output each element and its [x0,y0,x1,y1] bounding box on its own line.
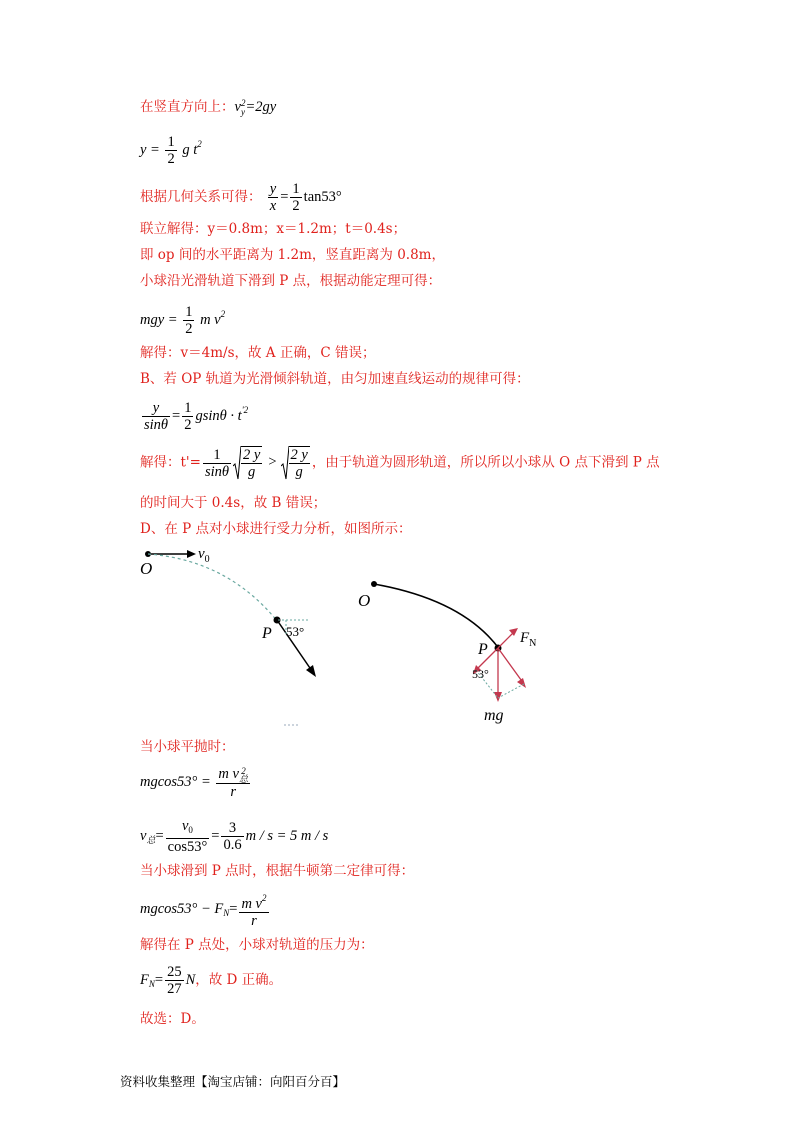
numerator: 2 y [290,447,308,463]
denominator: 2 [167,151,175,167]
fraction-half [183,304,194,337]
denominator: sinθ [204,463,229,480]
conclusion-b-line: 的时间大于 0.4s，故 B 错误； [140,495,327,511]
rhs-2gy: =2gy [245,99,277,115]
fraction-half [290,181,301,214]
fraction-half [165,134,176,167]
label-angle: 53° [472,667,489,681]
option-d-line: D、在 P 点对小球进行受力分析，如图所示： [140,521,412,537]
numerator: 1 [292,181,300,197]
denominator: cos53° [167,839,208,855]
equals: = [154,971,164,988]
formula-tan [266,181,342,214]
equals-2: = [211,827,220,844]
denominator: r [230,783,236,800]
v: v [181,818,189,834]
denominator: x [269,198,277,214]
numerator [239,890,268,913]
incline-formula-line [140,400,248,433]
text-circular-track: ，由于轨道为圆形轨道，所以所以小球从 O 点下滑到 P 点 [311,454,660,471]
newton-law-line: 当小球滑到 P 点时，根据牛顿第二定律可得： [140,863,415,879]
circular-track-figure [354,570,564,730]
label-O: O [140,559,153,578]
F-sub-N: N [529,638,537,649]
equals: = [229,900,238,917]
label-P: P [478,641,488,658]
text-solve-t: 解得：t'= [140,454,201,471]
numerator: y [269,181,277,197]
label-v0 [198,546,210,565]
v-symbol: v [140,827,147,844]
denominator: 0.6 [223,837,242,853]
label-FN [519,630,536,649]
newton-formula-line [140,890,271,929]
normal-force-arrow [498,632,514,648]
denominator: 2 [184,417,192,433]
denominator: r [251,913,257,929]
projectile-case-line: 当小球平抛时： [140,739,235,755]
v-letter: v [198,546,205,562]
denominator: 2 [185,321,193,337]
energy-theorem-line: 小球沿光滑轨道下滑到 P 点，根据动能定理可得： [140,273,442,289]
sup-2: 2 [220,308,226,319]
sub-0: 0 [188,825,193,835]
F: F [140,971,149,988]
sup-2: 2 [262,893,267,903]
fraction-3-over-06 [221,820,243,853]
sub-total: 总 [146,834,156,845]
equals: = [172,407,181,424]
sqrt-2y-over-g-2 [281,446,312,480]
total-velocity-line [140,818,328,855]
centripetal-formula-line [140,766,252,800]
footer-note: 资料收集整理【淘宝店铺：向阳百分百】 [120,1074,346,1089]
mgcos-minus-F: mgcos53° − F [140,900,224,917]
pressure-line: 解得在 P 点处，小球对轨道的压力为： [140,937,374,953]
formula-FN [140,964,196,997]
parabola-path [148,554,278,622]
fraction-25-27 [165,964,184,997]
sup-2: 2 [197,138,202,149]
m-v: m v [200,311,221,328]
v0-arrowhead [187,550,196,558]
equals: = [280,188,289,205]
numerator [166,818,210,839]
numerator: 3 [221,820,243,837]
mgcos-equals: mgcos53° = [140,774,211,791]
numerator: 2 y [243,447,261,463]
unit-N: N [185,971,196,988]
numerator: 1 [167,134,175,150]
y-equals: y = [140,141,160,158]
v-symbol: v [234,99,241,115]
sub-N: N [148,978,155,989]
label-O: O [358,591,371,610]
dash-2 [498,684,524,698]
y-formula-line [140,134,202,167]
label-angle: 53° [286,624,305,639]
result-5ms: m / s = 5 m / s [245,827,329,844]
fraction-v0-cos [166,818,210,855]
label-mg: mg [484,707,504,724]
numerator: 1 [184,400,192,416]
g-sin-t: gsinθ · t [195,407,242,424]
g-t: g t [182,141,198,158]
denominator: g [295,464,303,480]
time-comparison-line [140,446,660,480]
fraction-mv2-r [239,890,268,929]
text-geometry: 根据几何关系可得： [140,188,262,205]
vertical-motion-line [140,98,276,117]
mgy-equals: mgy = [140,311,178,328]
numerator: 1 [203,447,231,464]
denominator: sinθ [144,417,169,433]
normal-force-result-line [140,964,282,997]
tan53: tan53° [303,188,342,205]
projectile-figure [138,540,338,730]
text-d-correct: ，故 D 正确。 [195,971,283,988]
numerator [216,766,250,784]
greater-than: > [268,454,277,471]
gravity-arrowhead [494,692,502,702]
geometry-relation-line [140,181,342,214]
sup-2: 2 [241,765,246,776]
denominator: 27 [167,981,182,997]
fraction-2y-g [241,446,262,480]
energy-formula-line [140,304,225,337]
tangent-arrow [498,648,524,684]
sup-prime-2: '2 [241,404,249,415]
fraction-mv2-r [216,766,250,800]
v-sub-0: 0 [204,554,210,565]
denominator: g [248,464,256,480]
fraction-2y-g [289,446,310,480]
distance-line: 即 op 间的水平距离为 1.2m，竖直距离为 0.8m， [140,247,445,263]
answer-line: 故选：D。 [140,1011,205,1027]
tangent-arrowhead [517,678,526,688]
sub-total: 总 [238,773,248,784]
velocity-arrowhead [306,665,316,677]
fraction-one-over-sin [203,447,231,480]
fraction-y-over-sin [142,400,170,433]
sup-2: 2 [240,97,246,108]
fraction-y-over-x [268,181,278,214]
option-b-line: B、若 OP 轨道为光滑倾斜轨道，由匀加速直线运动的规律可得： [140,371,530,387]
label-P: P [262,625,272,642]
numerator: 25 [167,964,182,980]
formula-vy-squared [235,99,277,115]
sub-y: y [240,106,245,117]
F-letter: F [520,630,530,646]
velocity-result-line: 解得：v＝4m/s，故 A 正确，C 错误； [140,345,376,361]
text-vertical: 在竖直方向上： [140,99,235,115]
m-v: m v [218,766,239,782]
equals: = [155,827,164,844]
sqrt-2y-over-g [233,446,264,480]
numerator: 1 [185,304,193,320]
sub-N: N [223,907,230,918]
denominator: 2 [292,198,300,214]
numerator: y [142,400,170,417]
m-v: m v [241,896,262,912]
fraction-half [182,400,193,433]
solve-line: 联立解得：y＝0.8m；x＝1.2m；t＝0.4s； [140,221,407,237]
